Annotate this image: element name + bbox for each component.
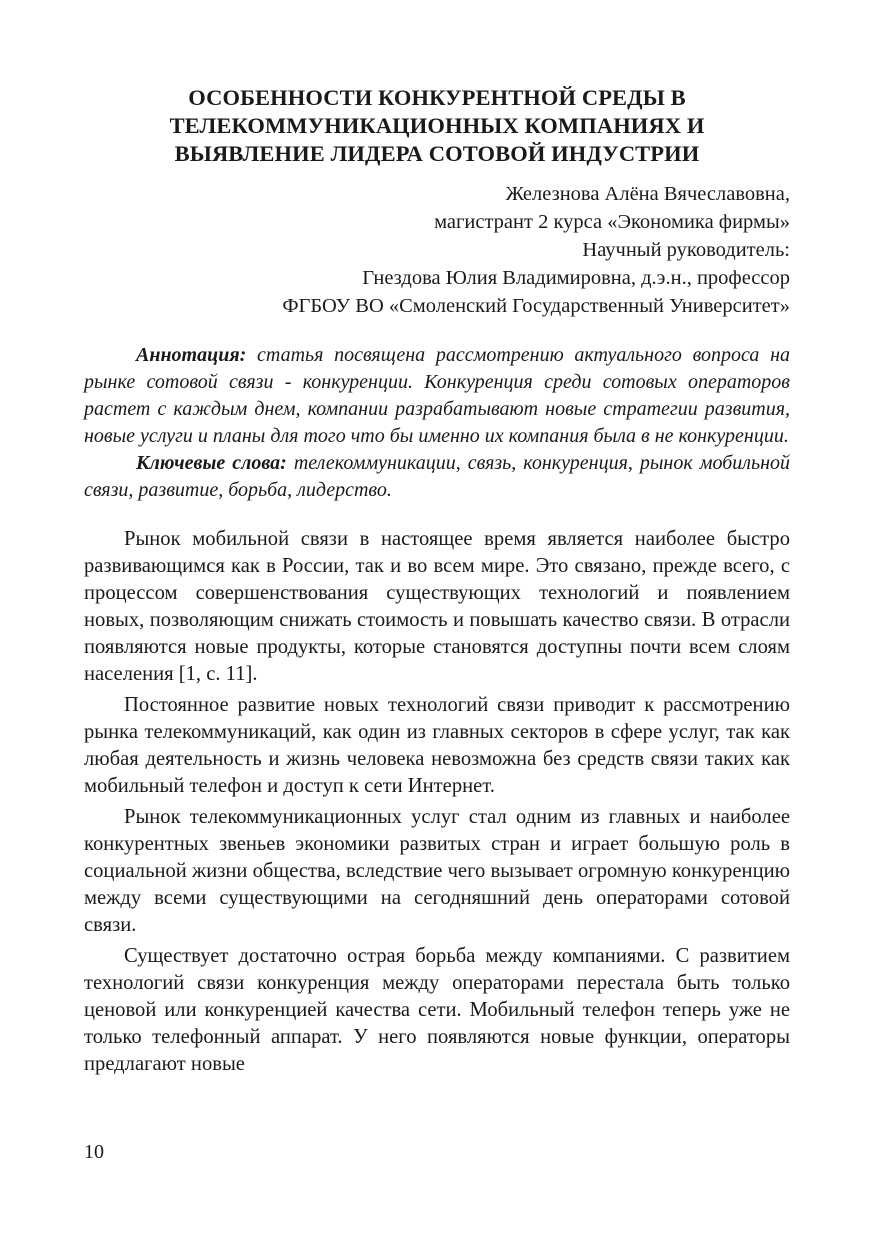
- keywords-label: Ключевые слова:: [136, 452, 287, 474]
- author-position: магистрант 2 курса «Экономика фирмы»: [434, 211, 790, 233]
- body-paragraph: Рынок мобильной связи в настоящее время является наиболее быстро развивающимся как в России, так и во всем мире. Это связано, прежде всего, с процессом совершенствования существующих технологий и появлением новых, позволяющим снижать стоимость и повышать качество связи. В отрасли появляются новые продукты, которые становятся доступны почти всем слоям населения [1, с. 11].: [84, 528, 790, 685]
- abstract-label: Аннотация:: [136, 344, 247, 366]
- keywords-paragraph: [84, 450, 790, 504]
- supervisor-name: Гнездова Юлия Владимировна, д.э.н., профессор: [362, 267, 790, 289]
- title-line: ОСОБЕННОСТИ КОНКУРЕНТНОЙ СРЕДЫ В: [188, 85, 686, 110]
- abstract-paragraph: [84, 342, 790, 450]
- body-paragraph: Постоянное развитие новых технологий связи приводит к рассмотрению рынка телекоммуникаций, как один из главных секторов в сфере услуг, так как любая деятельность и жизнь человека невозможна без средств связи таких как мобильный телефон и доступ к сети Интернет.: [84, 694, 790, 797]
- keywords-text: телекоммуникации, связь, конкуренция, рынок мобильной связи, развитие, борьба, лидерство.: [84, 452, 791, 501]
- body-paragraph: Существует достаточно острая борьба между компаниями. С развитием технологий связи конкуренция между операторами перестала быть только ценовой или конкуренцией качества сети. Мобильный телефон теперь уже не только телефонный аппарат. У него появляются новые функции, операторы предлагают новые: [84, 945, 790, 1075]
- page: [84, 84, 790, 1082]
- page-number: 10: [84, 1141, 104, 1163]
- article-title: [84, 84, 790, 168]
- title-line: ТЕЛЕКОММУНИКАЦИОННЫХ КОМПАНИЯХ И: [169, 113, 705, 138]
- body-paragraph: Рынок телекоммуникационных услуг стал одним из главных и наиболее конкурентных звеньев экономики развитых стран и играет большую роль в социальной жизни общества, вследствие чего вызывает огромную конкуренцию между всеми существующими на сегодняшний день операторами сотовой связи.: [84, 806, 790, 936]
- author-block: [84, 180, 790, 320]
- affiliation: ФГБОУ ВО «Смоленский Государственный Университет»: [282, 295, 790, 317]
- supervisor-label: Научный руководитель:: [582, 239, 790, 261]
- article-body: [84, 526, 790, 1078]
- abstract-text: статья посвящена рассмотрению актуального вопроса на рынке сотовой связи - конкуренции. Конкуренция среди сотовых операторов растет с каждым днем, компании разрабатывают новые стратегии развития, новые услуги и планы для того что бы именно их компания была в не конкуренции.: [84, 344, 790, 447]
- title-line: ВЫЯВЛЕНИЕ ЛИДЕРА СОТОВОЙ ИНДУСТРИИ: [174, 141, 700, 166]
- author-name: Железнова Алёна Вячеславовна,: [505, 183, 790, 205]
- abstract-block: [84, 342, 790, 504]
